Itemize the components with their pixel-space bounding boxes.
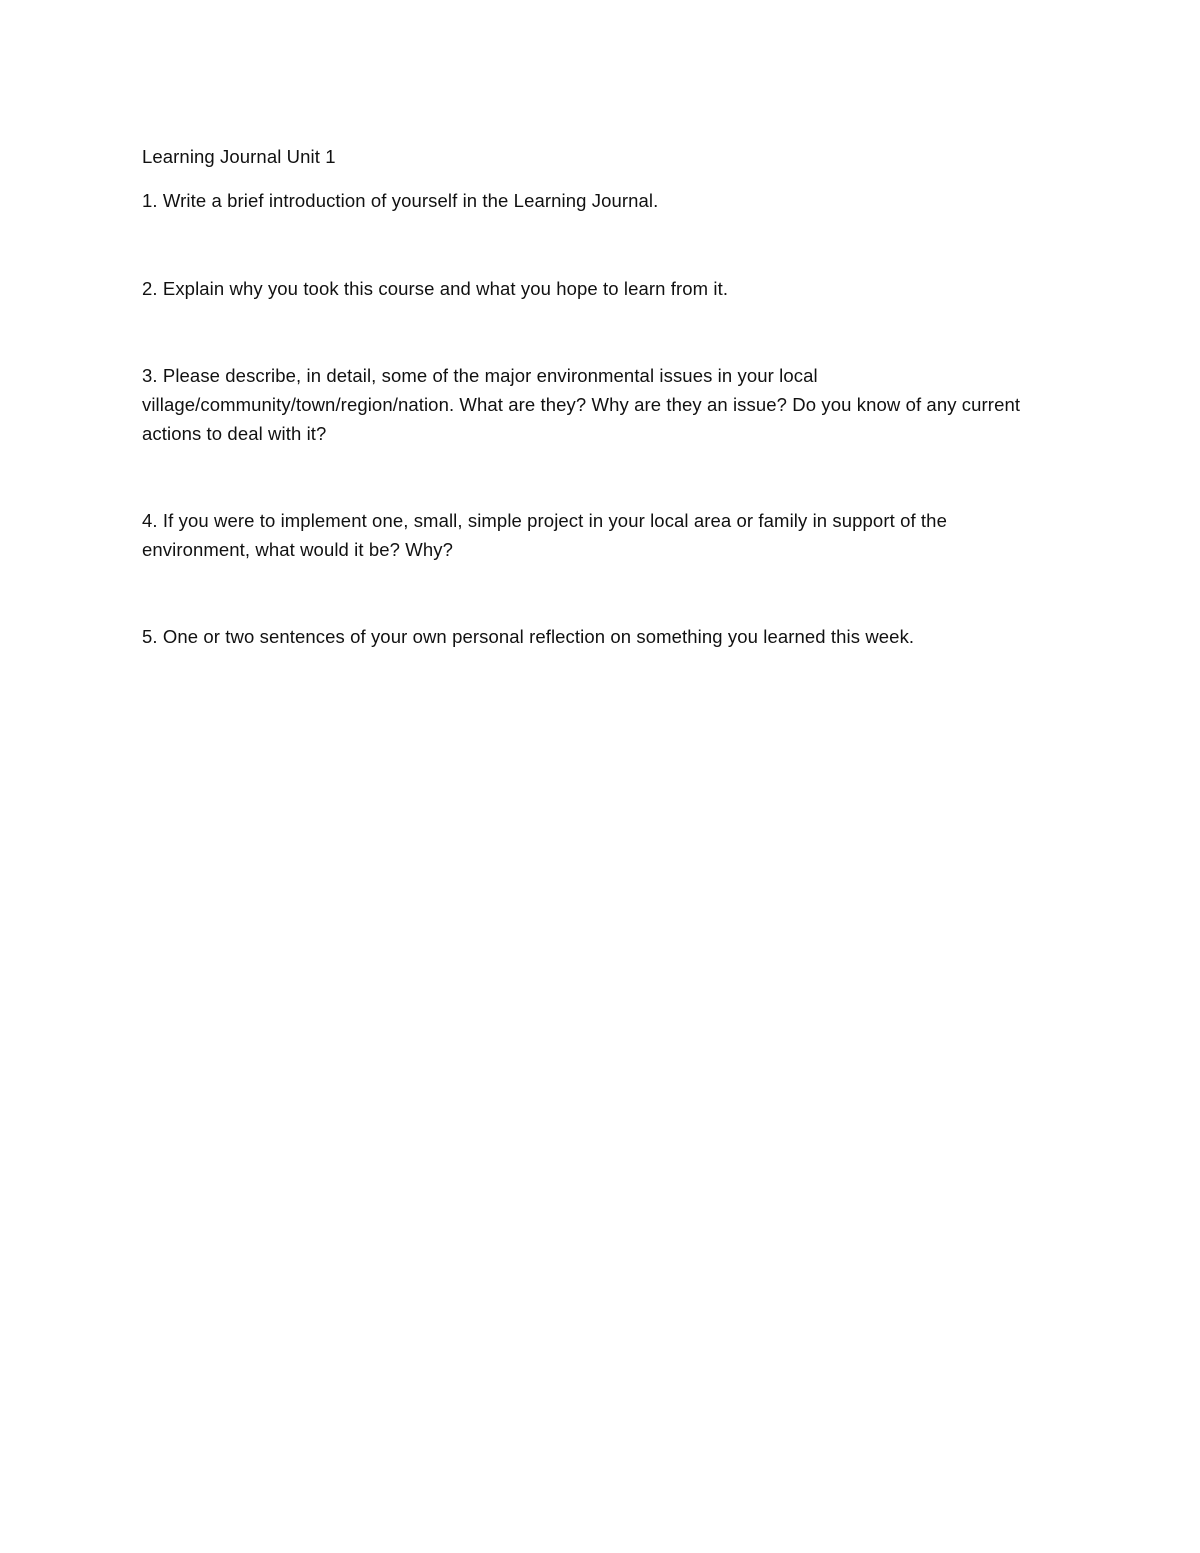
question-number: 2. xyxy=(142,278,158,299)
question-text: Explain why you took this course and what you hope to learn from it. xyxy=(162,278,729,299)
question-text: One or two sentences of your own personal reflection on something you learned this week. xyxy=(162,626,915,647)
question-text: If you were to implement one, small, simple project in your local area or family in support of the environment, what would it be? Why? xyxy=(142,510,947,560)
question-4 xyxy=(142,506,1042,564)
document-body xyxy=(142,142,1042,651)
question-number: 1. xyxy=(142,190,158,211)
question-text: Write a brief introduction of yourself in the Learning Journal. xyxy=(162,190,659,211)
question-5 xyxy=(142,622,1042,651)
question-number: 3. xyxy=(142,365,158,386)
question-number: 5. xyxy=(142,626,158,647)
question-2 xyxy=(142,274,1042,303)
question-3 xyxy=(142,361,1042,448)
document-title: Learning Journal Unit 1 xyxy=(142,146,336,167)
question-number: 4. xyxy=(142,510,158,531)
question-1 xyxy=(142,186,1042,215)
question-text: Please describe, in detail, some of the major environmental issues in your local village/community/town/region/nation. What are they? Why are they an issue? Do you know of any current actions to deal with it? xyxy=(142,365,1021,444)
